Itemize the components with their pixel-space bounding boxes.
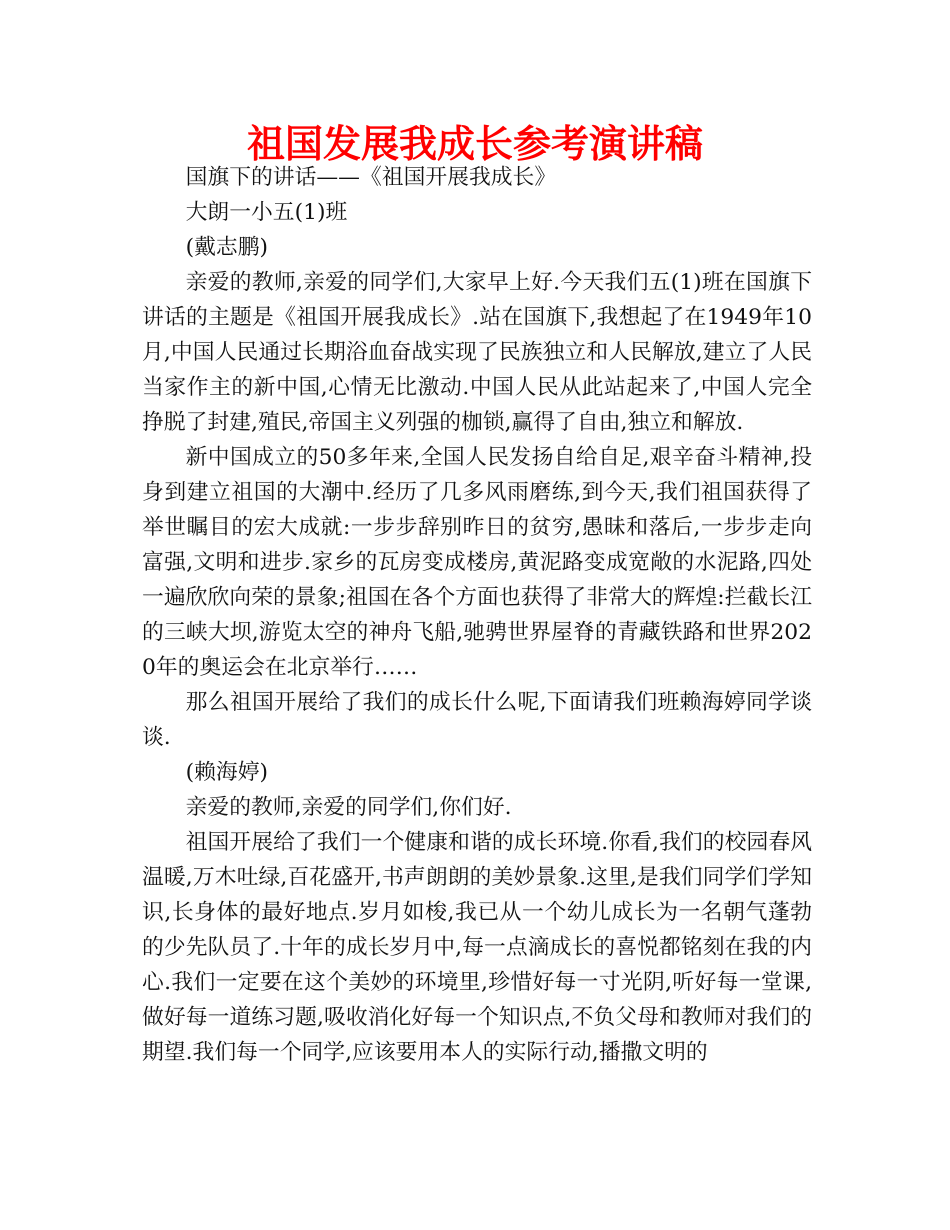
- speaker-line: (戴志鹏): [185, 235, 268, 260]
- paragraph: 祖国开展给了我们一个健康和谐的成长环境.你看,我们的校园春风温暖,万木吐绿,百花盛开,书声朗朗的美妙景象.这里,是我们同学们学知识,长身体的最好地点.岁月如梭,我已从一个幼儿成长为一名朝气蓬勃的少先队员了.十年的成长岁月中,每一点滴成长的喜悦都铭刻在我的内心.我们一定要在这个美妙的环境里,珍惜好每一寸光阴,听好每一堂课,做好每一道练习题,吸收消化好每一个知识点,不负父母和教师对我们的期望.我们每一个同学,应该要用本人的实际行动,播撒文明的: [142, 830, 812, 1065]
- paragraph: 亲爱的教师,亲爱的同学们,大家早上好.今天我们五(1)班在国旗下讲话的主题是《祖国开展我成长》.站在国旗下,我想起了在1949年10月,中国人民通过长期浴血奋战实现了民族独立和人民解放,建立了人民当家作主的新中国,心情无比激动.中国人民从此站起来了,中国人完全挣脱了封建,殖民,帝国主义列强的枷锁,赢得了自由,独立和解放.: [142, 270, 812, 435]
- paragraph: 亲爱的教师,亲爱的同学们,你们好.: [185, 795, 512, 820]
- paragraph: 那么祖国开展给了我们的成长什么呢,下面请我们班赖海婷同学谈谈.: [142, 690, 812, 750]
- subtitle-line: 国旗下的讲话——《祖国开展我成长》: [185, 165, 557, 190]
- class-line: 大朗一小五(1)班: [185, 200, 348, 225]
- paragraph: 新中国成立的50多年来,全国人民发扬自给自足,艰辛奋斗精神,投身到建立祖国的大潮中.经历了几多风雨磨练,到今天,我们祖国获得了举世瞩目的宏大成就:一步步辞别昨日的贫穷,愚昧和落后,一步步走向富强,文明和进步.家乡的瓦房变成楼房,黄泥路变成宽敞的水泥路,四处一遍欣欣向荣的景象;祖国在各个方面也获得了非常大的辉煌:拦截长江的三峡大坝,游览太空的神舟飞船,驰骋世界屋脊的青藏铁路和世界2020年的奥运会在北京举行……: [142, 445, 812, 680]
- document-title: 祖国发展我成长参考演讲稿: [246, 122, 703, 166]
- document-body: [142, 160, 812, 1070]
- speaker-line: (赖海婷): [185, 760, 268, 785]
